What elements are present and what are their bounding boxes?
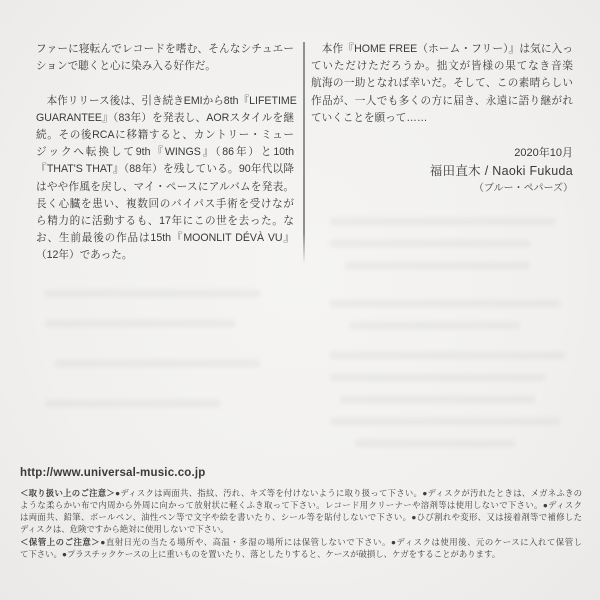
text-line: お、生前最後の作品は15th『MOONLIT DÉVÀ VU』 [36, 232, 294, 245]
paragraph [36, 93, 297, 265]
paragraph [36, 41, 294, 75]
text-line: 長く心臓を患い、複数回のバイパス手術を受けなが [36, 197, 294, 210]
notice-heading: ＜取り扱い上のご注意＞ [20, 488, 115, 498]
column-divider-rule [303, 42, 305, 264]
notice-heading: ＜保管上のご注意＞ [20, 536, 100, 547]
text-line: ような柔らかい布で内周から外周に向かって放射状に軽くふき取って下さい。レコード用クリーナーや溶剤等は使用しないで下さい。●ディスク [20, 500, 582, 511]
text-line: ＜取り扱い上のご注意＞●ディスクは両面共、指紋、汚れ、キズ等を付けないように取り扱って下さい。●ディスクが汚れたときは、メガネふきの [20, 488, 583, 498]
text-line: て下さい。●プラスチックケースの上に重いものを置いたり、落としたりすると、ケースが破損し、ケガをすることがあります。 [20, 548, 501, 559]
text-line: 本作リリース後は、引き続きEMIから8th『LIFETIME [36, 94, 297, 107]
text-line: 本作『HOME FREE（ホーム・フリー）』は気に入っ [311, 43, 573, 55]
text-line: ディスクは、危険ですから絶対に使用しないで下さい。 [20, 524, 229, 535]
right-text-column [311, 41, 573, 127]
text-line: ＜保管上のご注意＞●直射日光の当たる場所や、高温・多湿の場所には保管しないで下さい。●ディスクは使用後、元のケースに入れて保管し [20, 536, 583, 547]
text-line: GUARANTEE』（83年）を発表し、AORスタイルを継 [36, 111, 294, 124]
signature-block [311, 144, 573, 196]
text-line: 作品が、一人でも多くの方に届き、永遠に語り継がれ [311, 94, 573, 107]
footer [20, 466, 582, 560]
paragraph [20, 536, 582, 560]
text-line: 『THAT'S THAT』（88年）を残している。90年代以降 [36, 163, 294, 176]
left-text-column [36, 41, 297, 265]
text-line: は両面共、鉛筆、ボールペン、油性ペン等で文字や絵を書いたり、シール等を貼付しないで下さい。●ひび割れや変形、又は接着剤等で補修した [20, 512, 582, 523]
signature-date: 2020年10月 [514, 147, 573, 159]
text-line: 続。その後RCAに移籍すると、カントリー・ミュー [36, 129, 294, 141]
disc-care-notices [20, 487, 582, 560]
text-line: ジックへ転換して9th『WINGS』（86年）と10th [36, 146, 294, 159]
signature-author: 福田直木 / Naoki Fukuda [429, 164, 573, 178]
text-line: ションで聴くと心に染み入る好作だ。 [36, 60, 216, 73]
text-line: （12年）であった。 [36, 249, 133, 262]
text-line: ファーに寝転んでレコードを嗜む、そんなシチュエー [36, 43, 294, 55]
signature-group: （ブルー・ペパーズ） [473, 183, 573, 194]
text-line: ていただけただろうか。拙文が皆様の果てなき音楽 [311, 60, 573, 73]
text-line: ら精力的に活動するも、17年にこの世を去った。な [36, 215, 294, 228]
record-label-url: http://www.universal-music.co.jp [20, 467, 206, 479]
paragraph [20, 487, 582, 536]
paragraph [311, 41, 573, 127]
text-line: 航海の一助となれば幸いだ。そして、この素晴らしい [311, 77, 573, 90]
text-line: はやや作風を戻し、マイ・ペースにアルバムを発表。 [36, 180, 294, 193]
text-line: ていくことを願って…… [311, 111, 428, 124]
